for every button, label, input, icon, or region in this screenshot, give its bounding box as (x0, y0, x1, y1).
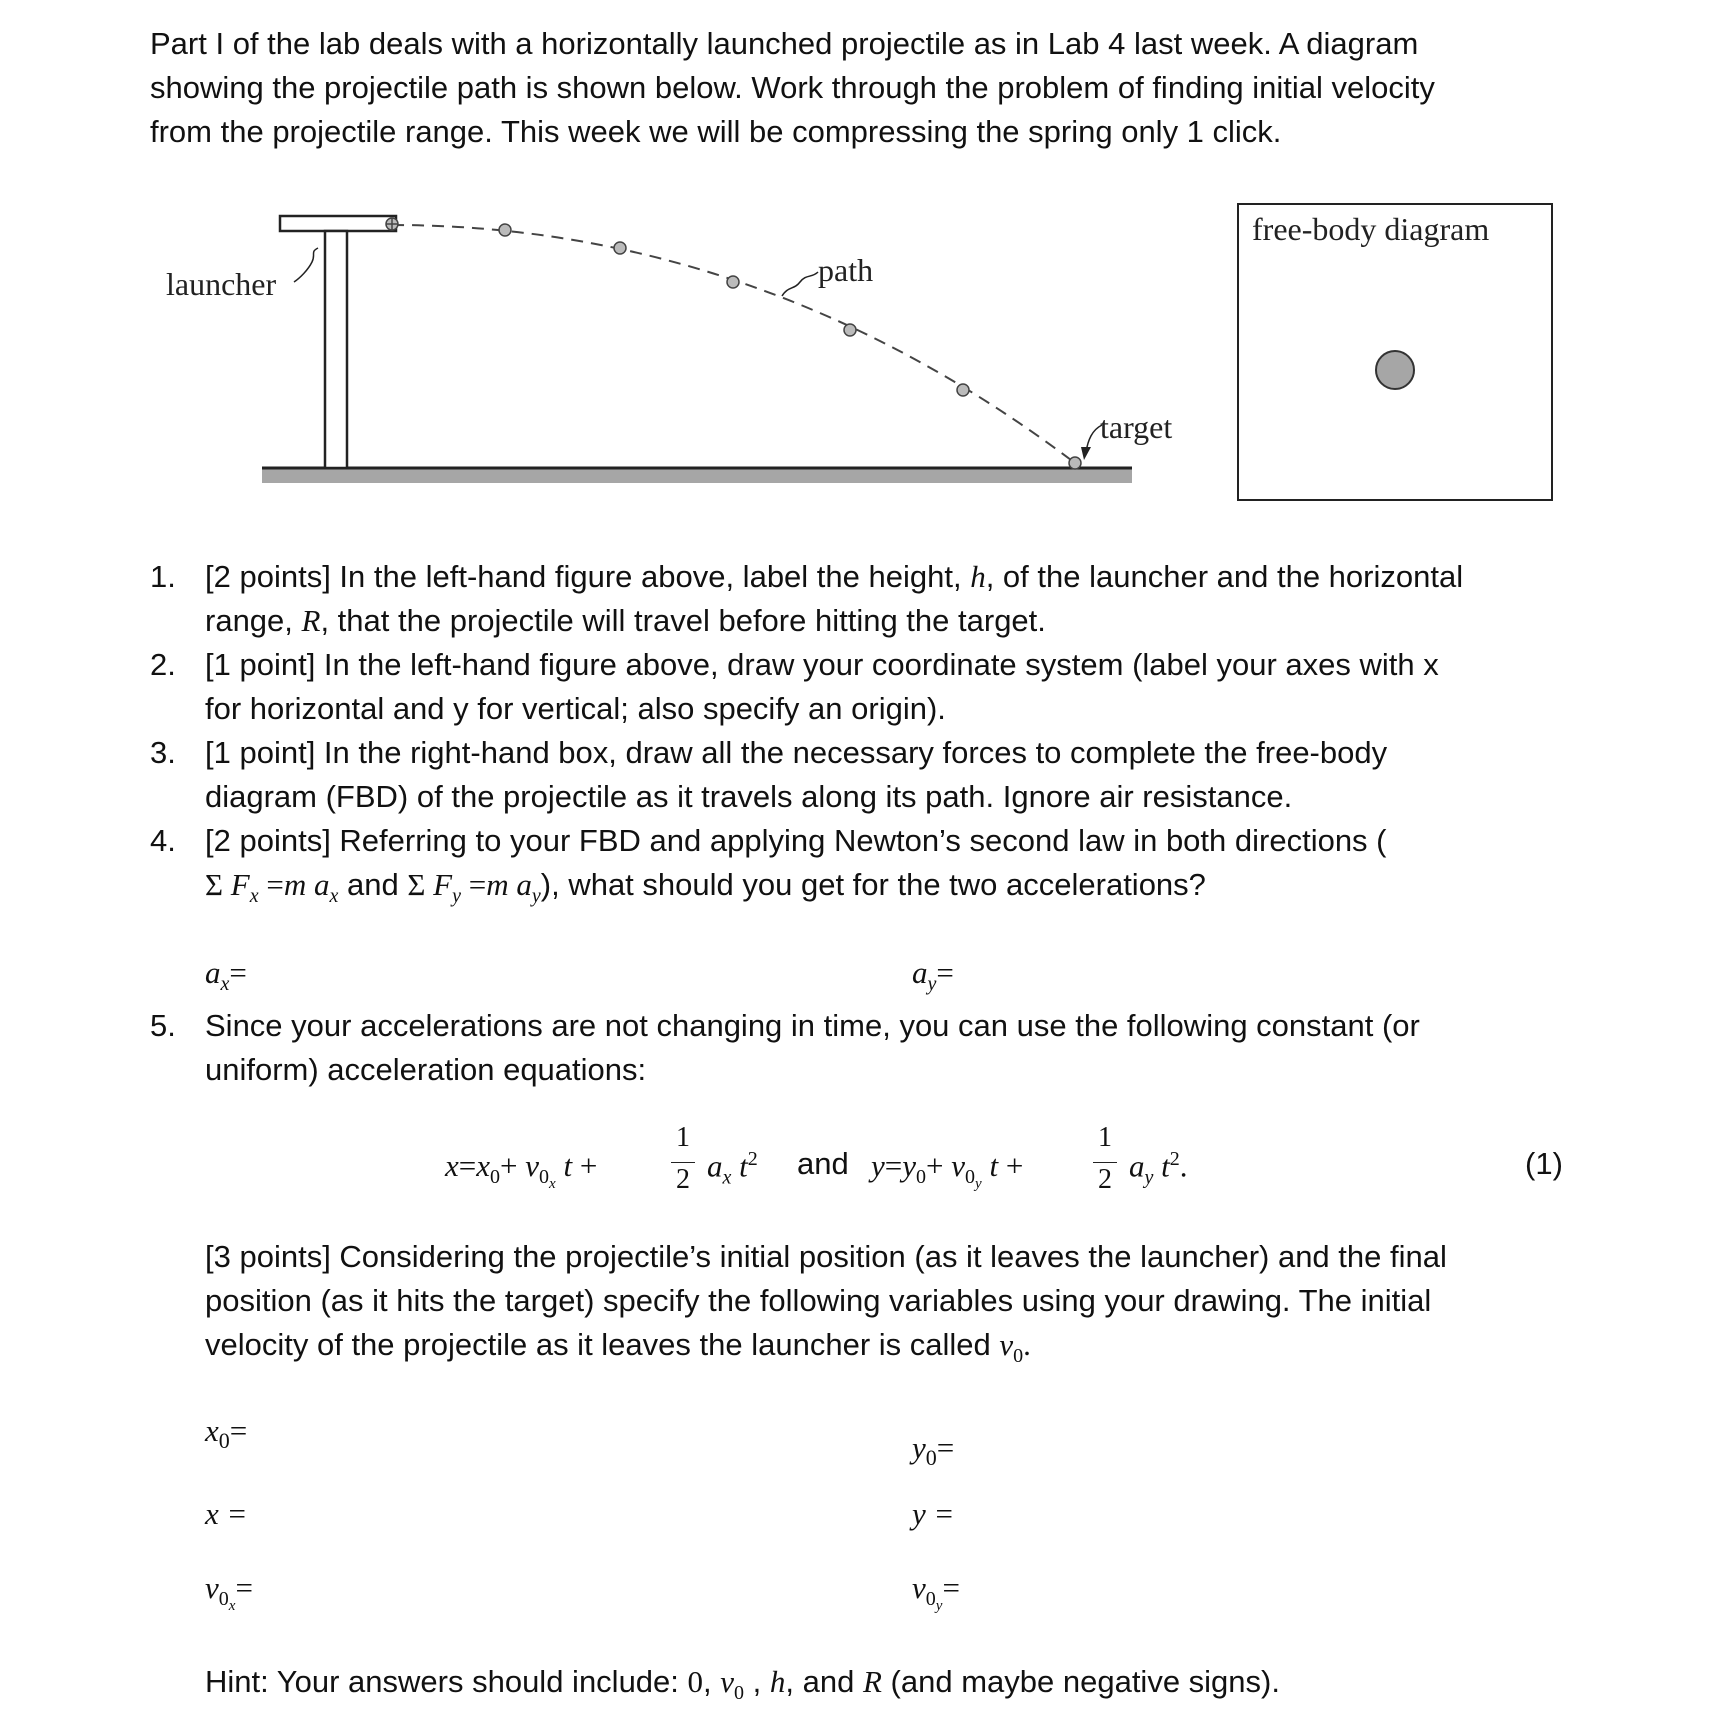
projectile-ball (614, 242, 626, 254)
q2-line-1: [1 point] In the left-hand figure above, draw your coordinate system (label your axes with x (205, 647, 1439, 682)
projectile-ball (844, 324, 856, 336)
q5-paragraph-line-1: [3 points] Considering the projectile’s initial position (as it leaves the launcher) and the final (205, 1239, 1447, 1274)
q3-line-2: diagram (FBD) of the projectile as it travels along its path. Ignore air resistance. (205, 779, 1293, 814)
x0-answer[interactable]: $x_0=$ (205, 1413, 248, 1454)
trajectory-path (392, 225, 1075, 463)
intro-line-2: showing the projectile path is shown below. Work through the problem of finding initial velocity (150, 70, 1435, 105)
q5-paragraph-line-2: position (as it hits the target) specify the following variables using your drawing. The initial (205, 1283, 1432, 1318)
q5-line-2: uniform) acceleration equations: (205, 1052, 647, 1087)
q2-number: 2. (150, 647, 176, 682)
launcher (280, 216, 396, 468)
projectile-ball (499, 224, 511, 236)
equation-and: and (797, 1146, 849, 1181)
y-answer[interactable]: y = (912, 1496, 955, 1531)
target-label: target (1100, 409, 1173, 445)
projectile-ball (727, 276, 739, 288)
projectile-figure (0, 0, 1716, 520)
ay-answer[interactable]: $a_y=$ (912, 955, 954, 996)
kinematics-equation: $x=x_0+ v_{0_x}$ t + 1 2 $a_x$ $t^2$ and $y=y_0+ v_{0_y}$ t + 1 2 $a_y$ $t^2$. (445, 1122, 1188, 1195)
q2-line-2: for horizontal and y for vertical; also specify an origin). (205, 691, 946, 726)
q3-line-1: [1 point] In the right-hand box, draw all the necessary forces to complete the free-body (205, 735, 1388, 770)
q4-number: 4. (150, 823, 176, 858)
q1-line-1: [2 points] In the left-hand figure above, label the height, h, of the launcher and the horizontal (205, 559, 1464, 594)
projectile-ball (957, 384, 969, 396)
path-label: path (818, 252, 874, 288)
fbd-ball (1376, 351, 1414, 389)
intro-line-3: from the projectile range. This week we will be compressing the spring only 1 click. (150, 114, 1282, 149)
v0x-answer[interactable]: $v_{0_x}=$ (205, 1570, 253, 1615)
intro-line-1: Part I of the lab deals with a horizontally launched projectile as in Lab 4 last week. A diagram (150, 26, 1419, 61)
q5-paragraph-line-3: velocity of the projectile as it leaves the launcher is called $v_0$. (205, 1327, 1031, 1368)
ax-answer[interactable]: $a_x=$ (205, 955, 247, 996)
q4-line-1: [2 points] Referring to your FBD and applying Newton’s second law in both directions ( (205, 823, 1387, 858)
q4-line-2: Σ $F_x =m$ $a_x$ and Σ $F_y =m$ $a_y$), what should you get for the two accelerations? (205, 867, 1206, 908)
q1-line-2: range, R, that the projectile will travel before hitting the target. (205, 603, 1046, 638)
launcher-label: launcher (166, 266, 277, 302)
v0y-answer[interactable]: $v_{0_y}=$ (912, 1570, 960, 1615)
q3-number: 3. (150, 735, 176, 770)
projectile-ball (1069, 457, 1081, 469)
x-answer[interactable]: x = (205, 1496, 248, 1531)
q1-number: 1. (150, 559, 176, 594)
fbd-title: free-body diagram (1252, 211, 1490, 247)
hint: Hint: Your answers should include: 0, $v_0$ , h, and R (and maybe negative signs). (205, 1664, 1280, 1705)
equation-number: (1) (1525, 1146, 1563, 1181)
q5-number: 5. (150, 1008, 176, 1043)
y0-answer[interactable]: $y_0=$ (912, 1430, 955, 1471)
q5-line-1: Since your accelerations are not changing in time, you can use the following constant (or (205, 1008, 1420, 1043)
